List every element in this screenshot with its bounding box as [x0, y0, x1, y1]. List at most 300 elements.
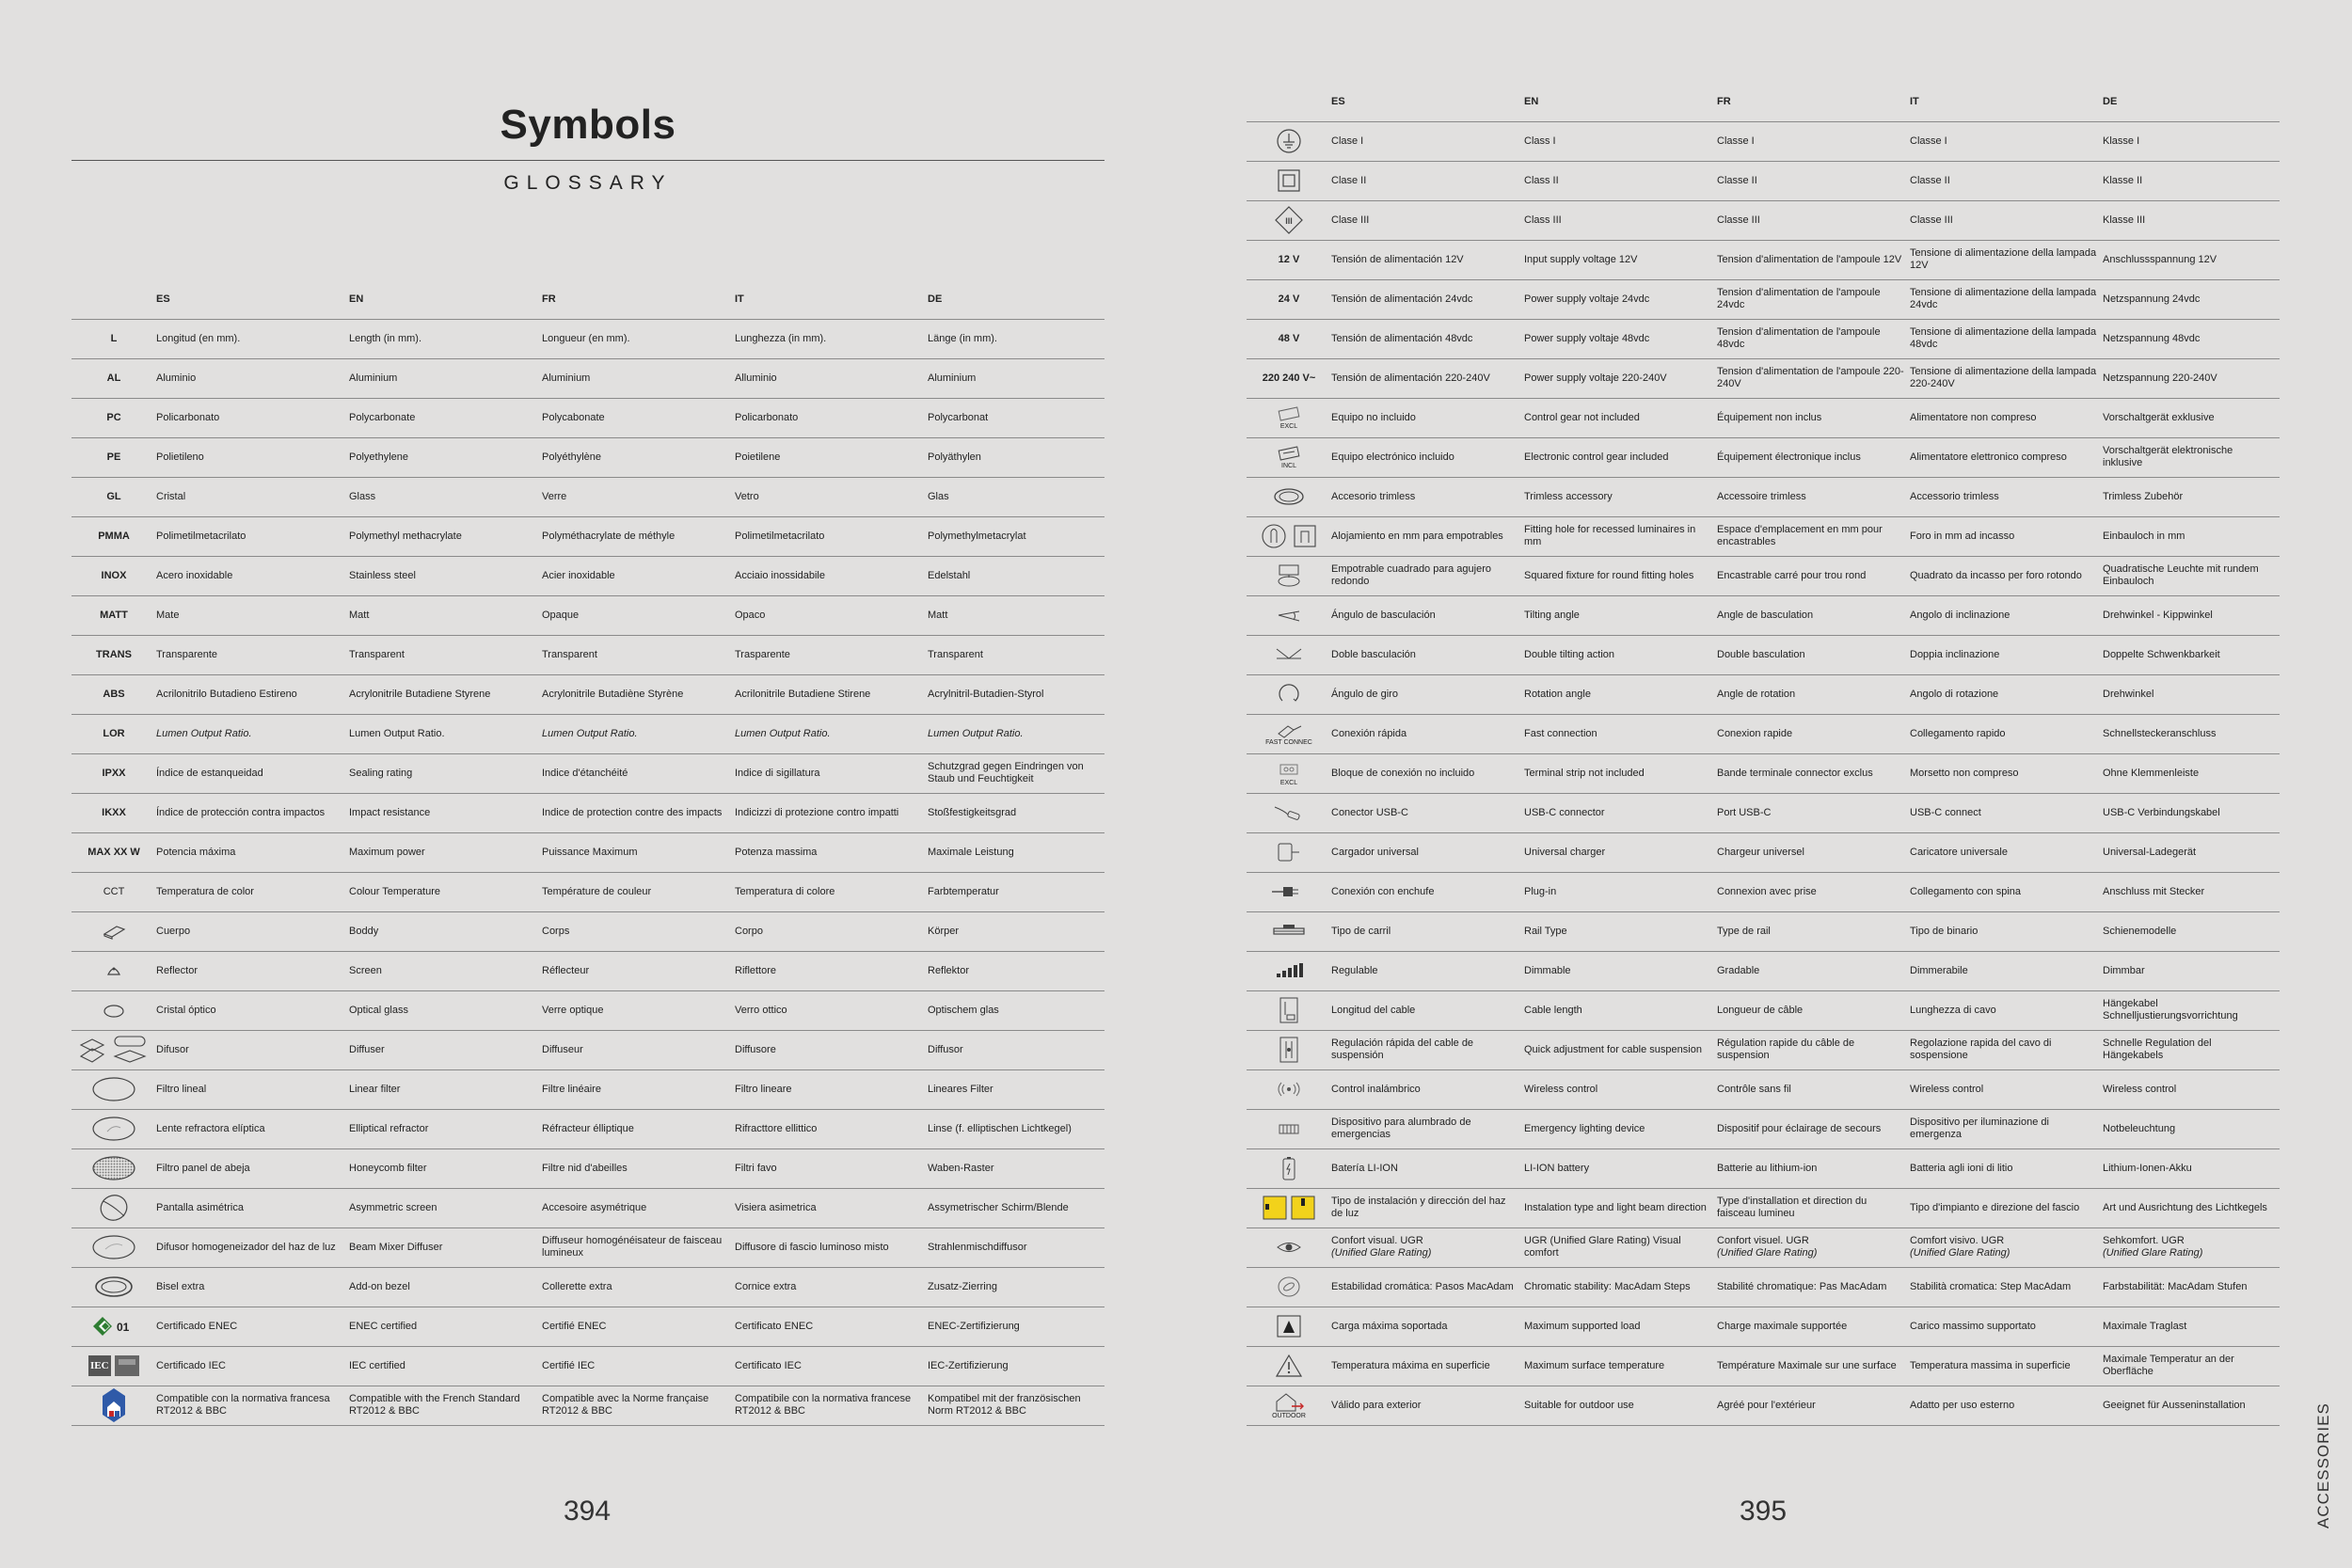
cell-en: [349, 1267, 542, 1307]
cell-text: Rifracttore ellittico: [735, 1122, 818, 1134]
class-iii-icon: [1247, 200, 1331, 240]
cell-en: [349, 635, 542, 674]
table-row: [1247, 595, 2280, 635]
table-row: [72, 1148, 1104, 1188]
cell-en: [1524, 161, 1717, 200]
cell-text: Asymmetric screen: [349, 1201, 437, 1213]
cell-text: Matt: [928, 609, 948, 621]
table-row: [72, 1267, 1104, 1307]
cell-fr: [1717, 990, 1910, 1030]
cell-text: Optical glass: [349, 1004, 408, 1016]
cell-text: Einbauloch in mm: [2103, 530, 2185, 542]
cell-text: Colour Temperature: [349, 885, 441, 897]
table-row: [72, 1188, 1104, 1227]
symbol-code: PE: [72, 437, 156, 477]
cell-text: Klasse III: [2103, 214, 2146, 226]
symbol-caption: EXCL: [1279, 423, 1298, 430]
cell-text: Schnelle Regulation del Hängekabels: [2103, 1037, 2212, 1061]
cell-text: Cable length: [1524, 1004, 1582, 1016]
optic-glass-icon: [72, 990, 156, 1030]
cell-de: [928, 516, 1104, 556]
usb-c-icon: [1247, 793, 1331, 832]
cell-text: Classe III: [1717, 214, 1760, 226]
cell-text: Tilting angle: [1524, 609, 1580, 621]
cell-text: Lithium-Ionen-Akku: [2103, 1162, 2192, 1174]
table-row: [1247, 1307, 2280, 1346]
cell-text: Universal charger: [1524, 846, 1606, 858]
cell-text: Glas: [928, 490, 949, 502]
cell-text: Dimmable: [1524, 964, 1571, 976]
table-row: [72, 714, 1104, 753]
cell-en: [349, 1307, 542, 1346]
cell-text: Art und Ausrichtung des Lichtkegels: [2103, 1201, 2267, 1213]
cell-text: Difusor: [156, 1043, 189, 1055]
cell-it: [1910, 279, 2103, 319]
cell-de: [928, 398, 1104, 437]
cell-it: [1910, 1346, 2103, 1386]
cell-text: Maximale Temperatur an der Oberfläche: [2103, 1354, 2234, 1377]
cell-de: [2103, 1069, 2280, 1109]
column-header-fr: FR: [1717, 83, 1910, 121]
cell-de: [928, 1346, 1104, 1386]
cell-text: Encastrable carré pour trou rond: [1717, 569, 1867, 581]
table-row: [1247, 358, 2280, 398]
cell-es: [156, 872, 349, 911]
square-round-icon: [1247, 556, 1331, 595]
cell-text: Certifié ENEC: [542, 1320, 607, 1332]
table-row: [1247, 1267, 2280, 1307]
cell-es: [1331, 793, 1524, 832]
cell-en: [1524, 1267, 1717, 1307]
cell-fr: [1717, 714, 1910, 753]
cell-en: [1524, 951, 1717, 990]
cell-text: Squared fixture for round fitting holes: [1524, 569, 1694, 581]
cell-es: [156, 832, 349, 872]
cell-en: [1524, 1109, 1717, 1148]
cell-en: [1524, 635, 1717, 674]
column-header-es: ES: [156, 280, 349, 319]
cell-fr: [1717, 398, 1910, 437]
cell-text: Acrylnitril-Butadien-Styrol: [928, 688, 1044, 700]
cell-fr: [542, 1307, 735, 1346]
cell-es: [1331, 635, 1524, 674]
cell-text: Collegamento rapido: [1910, 727, 2006, 739]
cell-text: Temperatura máxima en superficie: [1331, 1359, 1490, 1371]
cell-fr: [542, 872, 735, 911]
cell-it: [1910, 911, 2103, 951]
cell-it: [1910, 1030, 2103, 1069]
cell-es: [156, 516, 349, 556]
cell-text: Drehwinkel: [2103, 688, 2154, 700]
cell-de: [928, 1307, 1104, 1346]
cell-text: Polycarbonate: [349, 411, 416, 423]
cell-it: [735, 477, 928, 516]
cell-text: Angolo di inclinazione: [1910, 609, 2010, 621]
cell-text: Conexión rápida: [1331, 727, 1407, 739]
cell-text: Tipo de instalación y dirección del haz de luz: [1331, 1196, 1506, 1219]
cell-it: [1910, 674, 2103, 714]
column-header-it: IT: [735, 280, 928, 319]
cell-text: Universal-Ladegerät: [2103, 846, 2197, 858]
cell-it: [1910, 951, 2103, 990]
cable-length-icon: [1247, 990, 1331, 1030]
cell-text: Suitable for outdoor use: [1524, 1399, 1634, 1411]
cell-es: [1331, 1386, 1524, 1425]
cell-fr: [1717, 1069, 1910, 1109]
symbol-code: PC: [72, 398, 156, 437]
cell-it: [735, 911, 928, 951]
cell-text: Poietilene: [735, 451, 781, 463]
column-header-fr: FR: [542, 280, 735, 319]
cell-text: Tipo d'impianto e direzione del fascio: [1910, 1201, 2080, 1213]
cell-text: Polimetilmetacrilato: [735, 530, 825, 542]
cell-text: Maximale Leistung: [928, 846, 1014, 858]
cell-text: Tensión de alimentación 24vdc: [1331, 293, 1473, 305]
cell-it: [1910, 1188, 2103, 1227]
cell-text: Kompatibel mit der französischen Norm RT2012 & BBC: [928, 1393, 1081, 1417]
cell-fr: [1717, 1267, 1910, 1307]
cell-de: [928, 990, 1104, 1030]
cell-en: [349, 753, 542, 793]
cell-de: [928, 753, 1104, 793]
cell-text: Temperatura de color: [156, 885, 254, 897]
cell-fr: [1717, 1386, 1910, 1425]
cell-fr: [542, 1030, 735, 1069]
symbol-code: PMMA: [72, 516, 156, 556]
cell-text: Acciaio inossidabile: [735, 569, 825, 581]
cell-en: [1524, 200, 1717, 240]
cell-fr: [542, 1069, 735, 1109]
cell-de: [2103, 951, 2280, 990]
cell-it: [735, 951, 928, 990]
cell-it: [735, 595, 928, 635]
cell-fr: [1717, 358, 1910, 398]
cell-text: UGR (Unified Glare Rating) Visual comfort: [1524, 1235, 1681, 1259]
tilting-angle-icon: [1247, 595, 1331, 635]
svg-text:01: 01: [117, 1321, 130, 1334]
cell-es: [1331, 1227, 1524, 1267]
cell-text: Conexion rapide: [1717, 727, 1793, 739]
table-row: [72, 319, 1104, 358]
cell-text: Carga máxima soportada: [1331, 1320, 1448, 1332]
warning-temp-icon: [1247, 1346, 1331, 1386]
table-row: [72, 793, 1104, 832]
cell-text: Strahlenmischdiffusor: [928, 1241, 1027, 1253]
class-i-icon: [1247, 121, 1331, 161]
cell-de: [2103, 990, 2280, 1030]
cell-it: [735, 1069, 928, 1109]
table-row: [72, 674, 1104, 714]
cell-text: Terminal strip not included: [1524, 767, 1645, 779]
cell-text: Transparent: [542, 648, 597, 660]
cell-en: [349, 556, 542, 595]
cell-es: [1331, 319, 1524, 358]
outdoor-icon: [1247, 1386, 1331, 1425]
cell-text: Verre: [542, 490, 567, 502]
cell-es: [1331, 279, 1524, 319]
fitting-hole-icon: [1247, 516, 1331, 556]
cell-text: Acier inoxidable: [542, 569, 615, 581]
cell-en: [1524, 1188, 1717, 1227]
cell-en: [349, 832, 542, 872]
table-row: [1247, 319, 2280, 358]
cell-text: Indice de protection contre des impacts: [542, 806, 723, 818]
cell-es: [1331, 161, 1524, 200]
cell-text: Lente refractora elíptica: [156, 1122, 265, 1134]
cell-text: Power supply voltaje 48vdc: [1524, 332, 1650, 344]
cell-en: [1524, 990, 1717, 1030]
symbol-code: AL: [72, 358, 156, 398]
cell-text: Drehwinkel - Kippwinkel: [2103, 609, 2213, 621]
cell-de: [928, 872, 1104, 911]
table-row: [1247, 832, 2280, 872]
cell-fr: [1717, 872, 1910, 911]
table-row: [72, 595, 1104, 635]
svg-text:III: III: [1285, 216, 1293, 226]
cell-fr: [542, 832, 735, 872]
cell-en: [1524, 121, 1717, 161]
cell-text: Diffuseur: [542, 1043, 583, 1055]
cell-en: [1524, 872, 1717, 911]
cell-es: [1331, 1030, 1524, 1069]
cell-text: Indice di sigillatura: [735, 767, 820, 779]
charger-icon: [1247, 832, 1331, 872]
cell-text: USB-C connector: [1524, 806, 1605, 818]
cell-en: [349, 1030, 542, 1069]
cell-de: [2103, 398, 2280, 437]
cell-text: Anschluss mit Stecker: [2103, 885, 2205, 897]
cell-text: Opaco: [735, 609, 766, 621]
cell-text: Edelstahl: [928, 569, 971, 581]
cell-text: Carico massimo supportato: [1910, 1320, 2036, 1332]
cell-text: Filtro panel de abeja: [156, 1162, 250, 1174]
cell-text: Stabilità cromatica: Step MacAdam: [1910, 1280, 2072, 1292]
cell-en: [349, 951, 542, 990]
cell-en: [349, 477, 542, 516]
cell-es: [1331, 990, 1524, 1030]
cell-text-secondary: (Unified Glare Rating): [1331, 1247, 1432, 1259]
cell-text: Tension d'alimentation de l'ampoule 24vdc: [1717, 287, 1881, 310]
cell-text: Indicizzi di protezione contro impatti: [735, 806, 899, 818]
cell-text: Cuerpo: [156, 925, 191, 937]
cell-de: [2103, 358, 2280, 398]
cell-en: [349, 1109, 542, 1148]
cell-fr: [1717, 635, 1910, 674]
cell-de: [2103, 1346, 2280, 1386]
cell-text: Accesoire asymétrique: [542, 1201, 647, 1213]
cell-es: [156, 990, 349, 1030]
cell-de: [2103, 1188, 2280, 1227]
cell-text: Lumen Output Ratio.: [156, 727, 252, 739]
cell-it: [735, 1030, 928, 1069]
cell-text: Régulation rapide du câble de suspension: [1717, 1037, 1855, 1061]
symbol-code: LOR: [72, 714, 156, 753]
cell-text: Foro in mm ad incasso: [1910, 530, 2015, 542]
cell-text: Elliptical refractor: [349, 1122, 429, 1134]
column-header-en: EN: [349, 280, 542, 319]
cell-de: [2103, 279, 2280, 319]
cell-text: Potenza massima: [735, 846, 818, 858]
rotation-icon: [1247, 674, 1331, 714]
cell-text: Electronic control gear included: [1524, 451, 1669, 463]
cell-en: [1524, 1307, 1717, 1346]
table-row: [1247, 911, 2280, 951]
cell-en: [349, 674, 542, 714]
table-row: [72, 477, 1104, 516]
cell-it: [735, 1109, 928, 1148]
symbol-code: IPXX: [72, 753, 156, 793]
symbol-code: MAX XX W: [72, 832, 156, 872]
cell-it: [735, 556, 928, 595]
cell-it: [1910, 595, 2103, 635]
cell-text: Cristal: [156, 490, 186, 502]
cell-text: Stoßfestigkeitsgrad: [928, 806, 1017, 818]
cell-text: Certificato IEC: [735, 1359, 802, 1371]
cell-en: [349, 398, 542, 437]
cell-fr: [542, 556, 735, 595]
cell-text: Confort visuel. UGR: [1717, 1235, 1809, 1246]
cell-fr: [542, 1346, 735, 1386]
cell-text: Connexion avec prise: [1717, 885, 1817, 897]
cell-text: Polimetilmetacrilato: [156, 530, 246, 542]
cell-it: [735, 516, 928, 556]
cell-it: [1910, 1227, 2103, 1267]
fast-connection-icon: [1247, 714, 1331, 753]
cell-fr: [542, 951, 735, 990]
cell-de: [2103, 872, 2280, 911]
dimmable-icon: [1247, 951, 1331, 990]
cell-text: Reflector: [156, 964, 199, 976]
cell-fr: [1717, 556, 1910, 595]
cell-text: Polymethyl methacrylate: [349, 530, 462, 542]
cell-text: Válido para exterior: [1331, 1399, 1422, 1411]
enec-icon: [72, 1307, 156, 1346]
table-row: [72, 635, 1104, 674]
cell-en: [1524, 1148, 1717, 1188]
cell-text: Linear filter: [349, 1083, 401, 1095]
cell-text: Netzspannung 48vdc: [2103, 332, 2201, 344]
cell-de: [2103, 121, 2280, 161]
cell-en: [1524, 1386, 1717, 1425]
cell-text: Dispositivo para alumbrado de emergencias: [1331, 1117, 1471, 1140]
cell-text: Type d'installation et direction du faisceau lumineu: [1717, 1196, 1867, 1219]
table-row: [72, 753, 1104, 793]
cell-it: [1910, 714, 2103, 753]
cell-text: Control gear not included: [1524, 411, 1640, 423]
cell-de: [928, 911, 1104, 951]
cell-fr: [542, 595, 735, 635]
table-row: [1247, 951, 2280, 990]
table-row: [1247, 714, 2280, 753]
cell-text: Alluminio: [735, 372, 777, 384]
cell-en: [349, 319, 542, 358]
table-row: [1247, 1386, 2280, 1425]
cell-text: Polyméthacrylate de méthyle: [542, 530, 675, 542]
cell-text: Accesorio trimless: [1331, 490, 1416, 502]
cell-text: Mate: [156, 609, 180, 621]
cell-text: Clase II: [1331, 174, 1367, 186]
table-row: [1247, 477, 2280, 516]
cell-text: Alimentatore elettronico compreso: [1910, 451, 2067, 463]
wireless-icon: [1247, 1069, 1331, 1109]
cell-text: Tension d'alimentation de l'ampoule 220-240V: [1717, 366, 1904, 389]
cell-en: [1524, 279, 1717, 319]
cell-text: Stabilité chromatique: Pas MacAdam: [1717, 1280, 1887, 1292]
cell-es: [156, 1109, 349, 1148]
cell-text: Double basculation: [1717, 648, 1805, 660]
cell-es: [156, 595, 349, 635]
cell-text: Conector USB-C: [1331, 806, 1408, 818]
cell-it: [1910, 1069, 2103, 1109]
cell-text: Anschlussspannung 12V: [2103, 253, 2217, 265]
cell-de: [928, 1188, 1104, 1227]
cell-text: Comfort visivo. UGR: [1910, 1235, 2005, 1246]
cell-de: [2103, 240, 2280, 279]
cell-text: Réflecteur: [542, 964, 590, 976]
cell-text: Bisel extra: [156, 1280, 205, 1292]
side-section-label: ACCESSORIES: [2314, 1402, 2332, 1528]
table-row: [72, 1227, 1104, 1267]
table-row: [72, 990, 1104, 1030]
cell-it: [1910, 556, 2103, 595]
cell-text: Acero inoxidable: [156, 569, 233, 581]
cell-en: [349, 1386, 542, 1425]
cell-text: Accessorio trimless: [1910, 490, 1999, 502]
cell-text: Confort visual. UGR: [1331, 1235, 1423, 1246]
cell-text: Equipo no incluido: [1331, 411, 1416, 423]
cell-text: Rail Type: [1524, 925, 1567, 937]
cell-text: Chargeur universel: [1717, 846, 1804, 858]
symbol-code: MATT: [72, 595, 156, 635]
cell-it: [1910, 161, 2103, 200]
cell-text: Diffusore: [735, 1043, 776, 1055]
cell-es: [156, 1188, 349, 1227]
cell-de: [928, 1267, 1104, 1307]
cell-es: [1331, 1346, 1524, 1386]
cell-es: [156, 635, 349, 674]
asymmetric-screen-icon: [72, 1188, 156, 1227]
cell-de: [928, 1069, 1104, 1109]
table-row: [1247, 437, 2280, 477]
cell-en: [1524, 477, 1717, 516]
cell-en: [1524, 1346, 1717, 1386]
cell-fr: [1717, 1188, 1910, 1227]
cell-it: [1910, 121, 2103, 161]
glossary-table-left: [72, 280, 1104, 1426]
cell-de: [2103, 753, 2280, 793]
cell-it: [1910, 437, 2103, 477]
title-rule: [72, 160, 1104, 161]
symbol-code: GL: [72, 477, 156, 516]
cell-es: [156, 1069, 349, 1109]
cell-de: [2103, 1307, 2280, 1346]
cell-de: [2103, 556, 2280, 595]
cell-en: [1524, 437, 1717, 477]
cell-it: [735, 398, 928, 437]
cell-fr: [542, 753, 735, 793]
cell-text: Tensione di alimentazione della lampada 220-240V: [1910, 366, 2097, 389]
table-row: [72, 1109, 1104, 1148]
cell-text: Polietileno: [156, 451, 204, 463]
cell-de: [928, 793, 1104, 832]
column-header-it: IT: [1910, 83, 2103, 121]
cell-fr: [542, 635, 735, 674]
cell-text: Trimless Zubehör: [2103, 490, 2184, 502]
table-row: [72, 556, 1104, 595]
page-subtitle: GLOSSARY: [503, 172, 673, 194]
cell-text-secondary: (Unified Glare Rating): [1910, 1247, 2010, 1259]
cell-text: Opaque: [542, 609, 580, 621]
